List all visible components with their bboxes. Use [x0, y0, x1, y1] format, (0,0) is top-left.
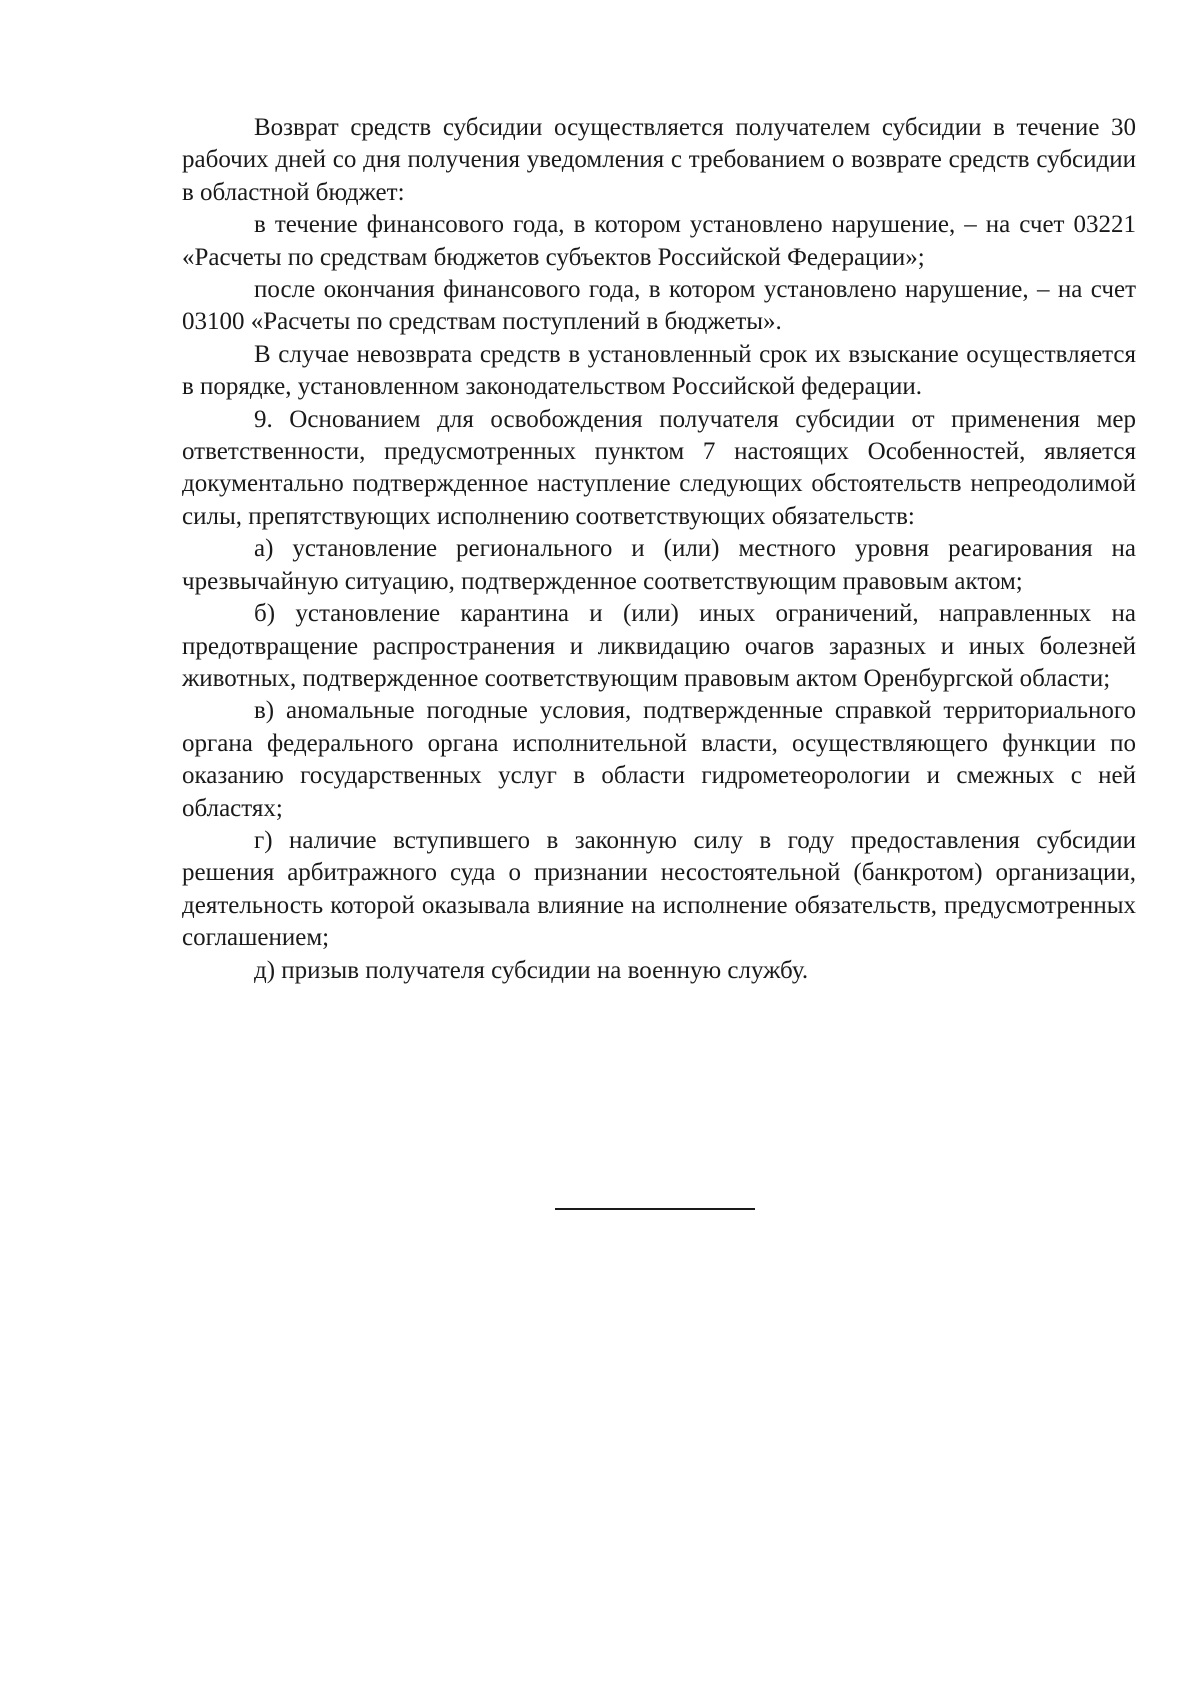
list-item-b: б) установление карантина и (или) иных ограничений, направленных на предотвращение распространения и ликвидацию очагов заразных и иных болезней животных, подтвержденное соответствующим правовым актом Оренбургской области; — [182, 600, 1136, 692]
list-item-v: в) аномальные погодные условия, подтвержденные справкой территориального органа федерального органа исполнительной власти, осуществляющего функции по оказанию государственных услуг в области гидрометеорологии и смежных с ней областях; — [182, 697, 1136, 822]
paragraph-account-03100: после окончания финансового года, в котором установлено нарушение, – на счет 03100 «Расчеты по средствам поступлений в бюджеты». — [182, 276, 1136, 336]
end-of-text-rule — [555, 1208, 755, 1210]
document-body — [182, 112, 1136, 987]
paragraph-account-03221: в течение финансового года, в котором установлено нарушение, – на счет 03221 «Расчеты по средствам бюджетов субъектов Российской Федерации»; — [182, 211, 1136, 271]
list-item-a: а) установление регионального и (или) местного уровня реагирования на чрезвычайную ситуацию, подтвержденное соответствующим правовым актом; — [182, 535, 1136, 595]
paragraph-item-9: 9. Основанием для освобождения получателя субсидии от применения мер ответственности, предусмотренных пунктом 7 настоящих Особенностей, является документально подтвержденное наступление следующих обстоятельств непреодолимой силы, препятствующих исполнению соответствующих обязательств: — [182, 405, 1136, 530]
paragraph-non-return: В случае невозврата средств в установленный срок их взыскание осуществляется в порядке, установленном законодательством Российской федерации. — [182, 340, 1136, 401]
paragraph-refund-procedure: Возврат средств субсидии осуществляется получателем субсидии в течение 30 рабочих дней со дня получения уведомления с требованием о возврате средств субсидии в областной бюджет: — [182, 114, 1136, 206]
list-item-g: г) наличие вступившего в законную силу в году предоставления субсидии решения арбитражного суда о признании несостоятельной (банкротом) организации, деятельность которой оказывала влияние на исполнение обязательств, предусмотренных соглашением; — [182, 826, 1136, 952]
list-item-d: д) призыв получателя субсидии на военную службу. — [254, 956, 809, 984]
